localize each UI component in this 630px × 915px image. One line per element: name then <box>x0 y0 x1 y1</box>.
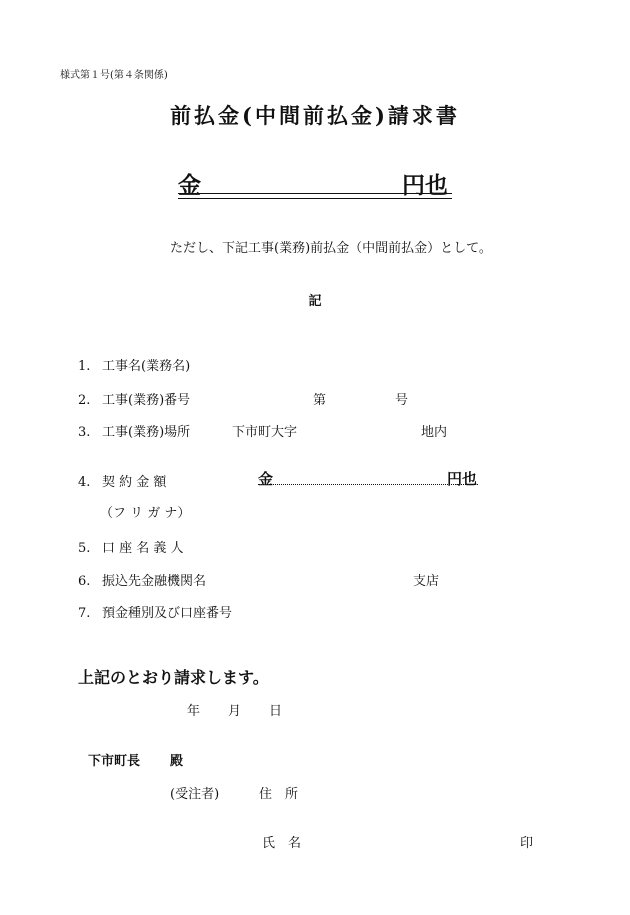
date-day: 日 <box>269 704 283 719</box>
amount-yen-label: 円也 <box>402 172 448 199</box>
project-number-go: 号 <box>395 393 409 408</box>
bank-branch: 支店 <box>413 574 440 589</box>
addressee-name: 下市町長 <box>88 754 141 769</box>
item-contract-amount <box>78 471 166 490</box>
purpose-note: ただし、下記工事(業務)前払金（中間前払金）として。 <box>170 241 492 256</box>
form-number: 様式第１号(第４条関係) <box>60 70 168 81</box>
document-title: 前払金(中間前払金)請求書 <box>170 103 460 128</box>
furigana-label: （フ リ ガ ナ） <box>100 506 191 521</box>
item-project-name <box>78 355 190 374</box>
item-number: 1. <box>78 359 91 374</box>
item-number: 2. <box>78 393 91 408</box>
item-number: 3. <box>78 425 91 440</box>
addressee-dono: 殿 <box>170 754 184 769</box>
item-label: 工事(業務)番号 <box>102 393 191 408</box>
item-bank-name <box>78 570 206 589</box>
contract-amount-kin: 金 <box>258 470 274 488</box>
amount-double-underline <box>178 193 452 199</box>
contractor-name-label: 氏 名 <box>262 836 302 851</box>
contractor-label: (受注者) <box>170 787 220 802</box>
item-label: 契 約 金 額 <box>102 475 167 490</box>
item-account-holder <box>78 537 184 556</box>
date-year: 年 <box>187 704 201 719</box>
seal-mark: 印 <box>520 836 534 851</box>
item-number: 6. <box>78 574 91 589</box>
contractor-address-label: 住 所 <box>259 787 299 802</box>
location-chinai: 地内 <box>421 425 448 440</box>
date-month: 月 <box>228 704 242 719</box>
item-account-number <box>78 602 232 621</box>
item-label: 預金種別及び口座番号 <box>102 606 233 621</box>
item-label: 口 座 名 義 人 <box>102 541 184 556</box>
item-project-location <box>78 421 190 440</box>
item-number: 7. <box>78 606 91 621</box>
item-project-number <box>78 389 190 408</box>
amount-kin-label: 金 <box>178 172 201 199</box>
item-number: 4. <box>78 475 91 490</box>
item-number: 5. <box>78 541 91 556</box>
project-number-dai: 第 <box>313 393 327 408</box>
location-place: 下市町大字 <box>232 425 298 440</box>
contract-amount-yen: 円也 <box>447 470 478 488</box>
ki-heading: 記 <box>308 294 322 309</box>
contract-amount-dotted-line <box>258 484 478 485</box>
item-label: 工事名(業務名) <box>102 359 191 374</box>
item-label: 工事(業務)場所 <box>102 425 191 440</box>
item-label: 振込先金融機関名 <box>102 574 207 589</box>
closing-statement: 上記のとおり請求します。 <box>78 668 269 687</box>
